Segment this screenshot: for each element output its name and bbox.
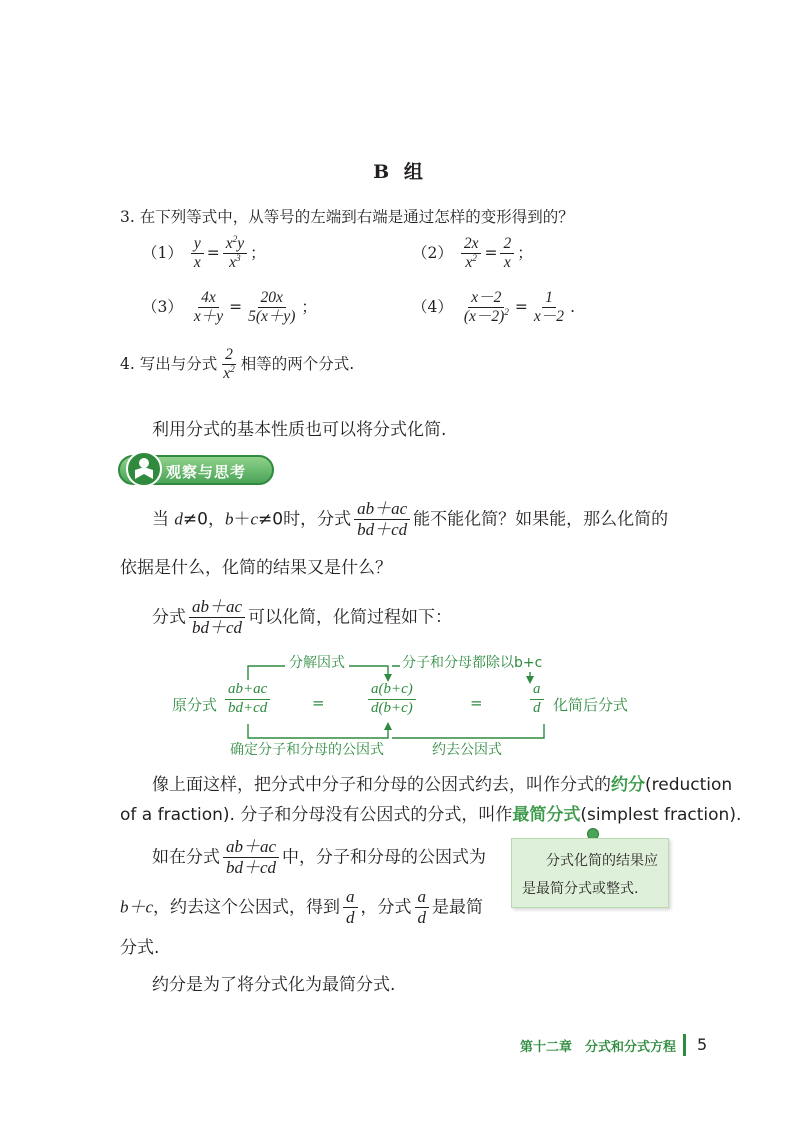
q3-item-3-label: （3） [142,297,183,316]
eq-1: = [312,694,325,712]
q3-item-4-label: （4） [412,297,453,316]
tip-note-line2: 是最简分式或整式. [522,881,639,897]
factored-fraction: $\frac{a(b+c)}{d(b+c)}$ [365,682,419,717]
divide-label: 分子和分母都除以b+c [400,652,544,672]
chapter-footer: 第十二章 分式和分式方程 [520,1040,677,1055]
term-simplest: 最简分式 [512,805,581,825]
purpose-text: 约分是为了将分式化为最简分式. [152,975,396,995]
definition-line2: of a fraction). 分子和分母没有公因式的分式，叫作最简分式(simplest fraction). [120,805,742,825]
question-3-prompt: 3. 在下列等式中，从等号的左端到右端是通过怎样的变形得到的？ [120,208,574,226]
process-intro: 分式 $\frac{ab+ac}{bd+cd}$ 可以化简，化简过程如下： [152,597,453,637]
q3-item-1-label: （1） [142,243,183,262]
cancel-label: 约去公因式 [432,742,502,758]
original-label: 原分式 [172,696,218,714]
example-line3: 分式. [120,938,160,958]
q3-item-4: （4） $\frac{x-2}{(x-2)^2}$ = $\frac{1}{x-2}$ . [412,289,575,326]
factor-label: 分解因式 [285,652,349,672]
definition-line1: 像上面这样，把分式中分子和分母的公因式约去，叫作分式的约分(reduction [152,775,733,795]
tip-note-line1: 分式化简的结果应 [546,853,658,869]
original-fraction: $\frac{ab+ac}{bd+cd}$ [222,682,273,717]
page-number: 5 [697,1035,708,1054]
example-line2: b＋c，约去这个公因式，得到 $\frac{a}{d}$ ，分式 $\frac{a}{d}$ 是最简 [120,887,484,927]
q3-item-1: （1） $\frac{y}{x}$ = $\frac{x^2y}{x^3}$ ； [142,235,266,272]
tip-note [511,838,669,908]
term-reduction: 约分 [611,775,645,795]
question-4: 4. 写出与分式 $\frac{2}{x^2}$ 相等的两个分式. [120,346,355,383]
eq-2: = [470,694,483,712]
common-factor-label: 确定分子和分母的公因式 [230,742,384,758]
q3-item-3: （3） $\frac{4x}{x+y}$ = $\frac{20x}{5(x+y)}$ ； [142,289,317,326]
footer-divider [683,1034,686,1056]
simplified-label: 化简后分式 [553,696,629,714]
simplify-intro: 利用分式的基本性质也可以将分式化简. [152,420,447,440]
simplified-fraction: $\frac{a}{d}$ [527,682,547,717]
example-line1: 如在分式 $\frac{ab+ac}{bd+cd}$ 中，分子和分母的公因式为 [152,837,487,877]
q3-item-2-label: （2） [412,243,453,262]
observe-paragraph-line1: 当 d≠0，b＋c≠0时，分式 $\frac{ab+ac}{bd+cd}$ 能不能化简？如果能，那么化简的 [152,499,669,539]
section-title: B 组 [373,161,427,183]
q3-item-2: （2） $\frac{2x}{x^2}$ = $\frac{2}{x}$ ； [412,235,533,272]
observe-paragraph-line2: 依据是什么，化简的结果又是什么？ [120,558,392,578]
observe-think-label: 观察与思考 [166,463,247,481]
